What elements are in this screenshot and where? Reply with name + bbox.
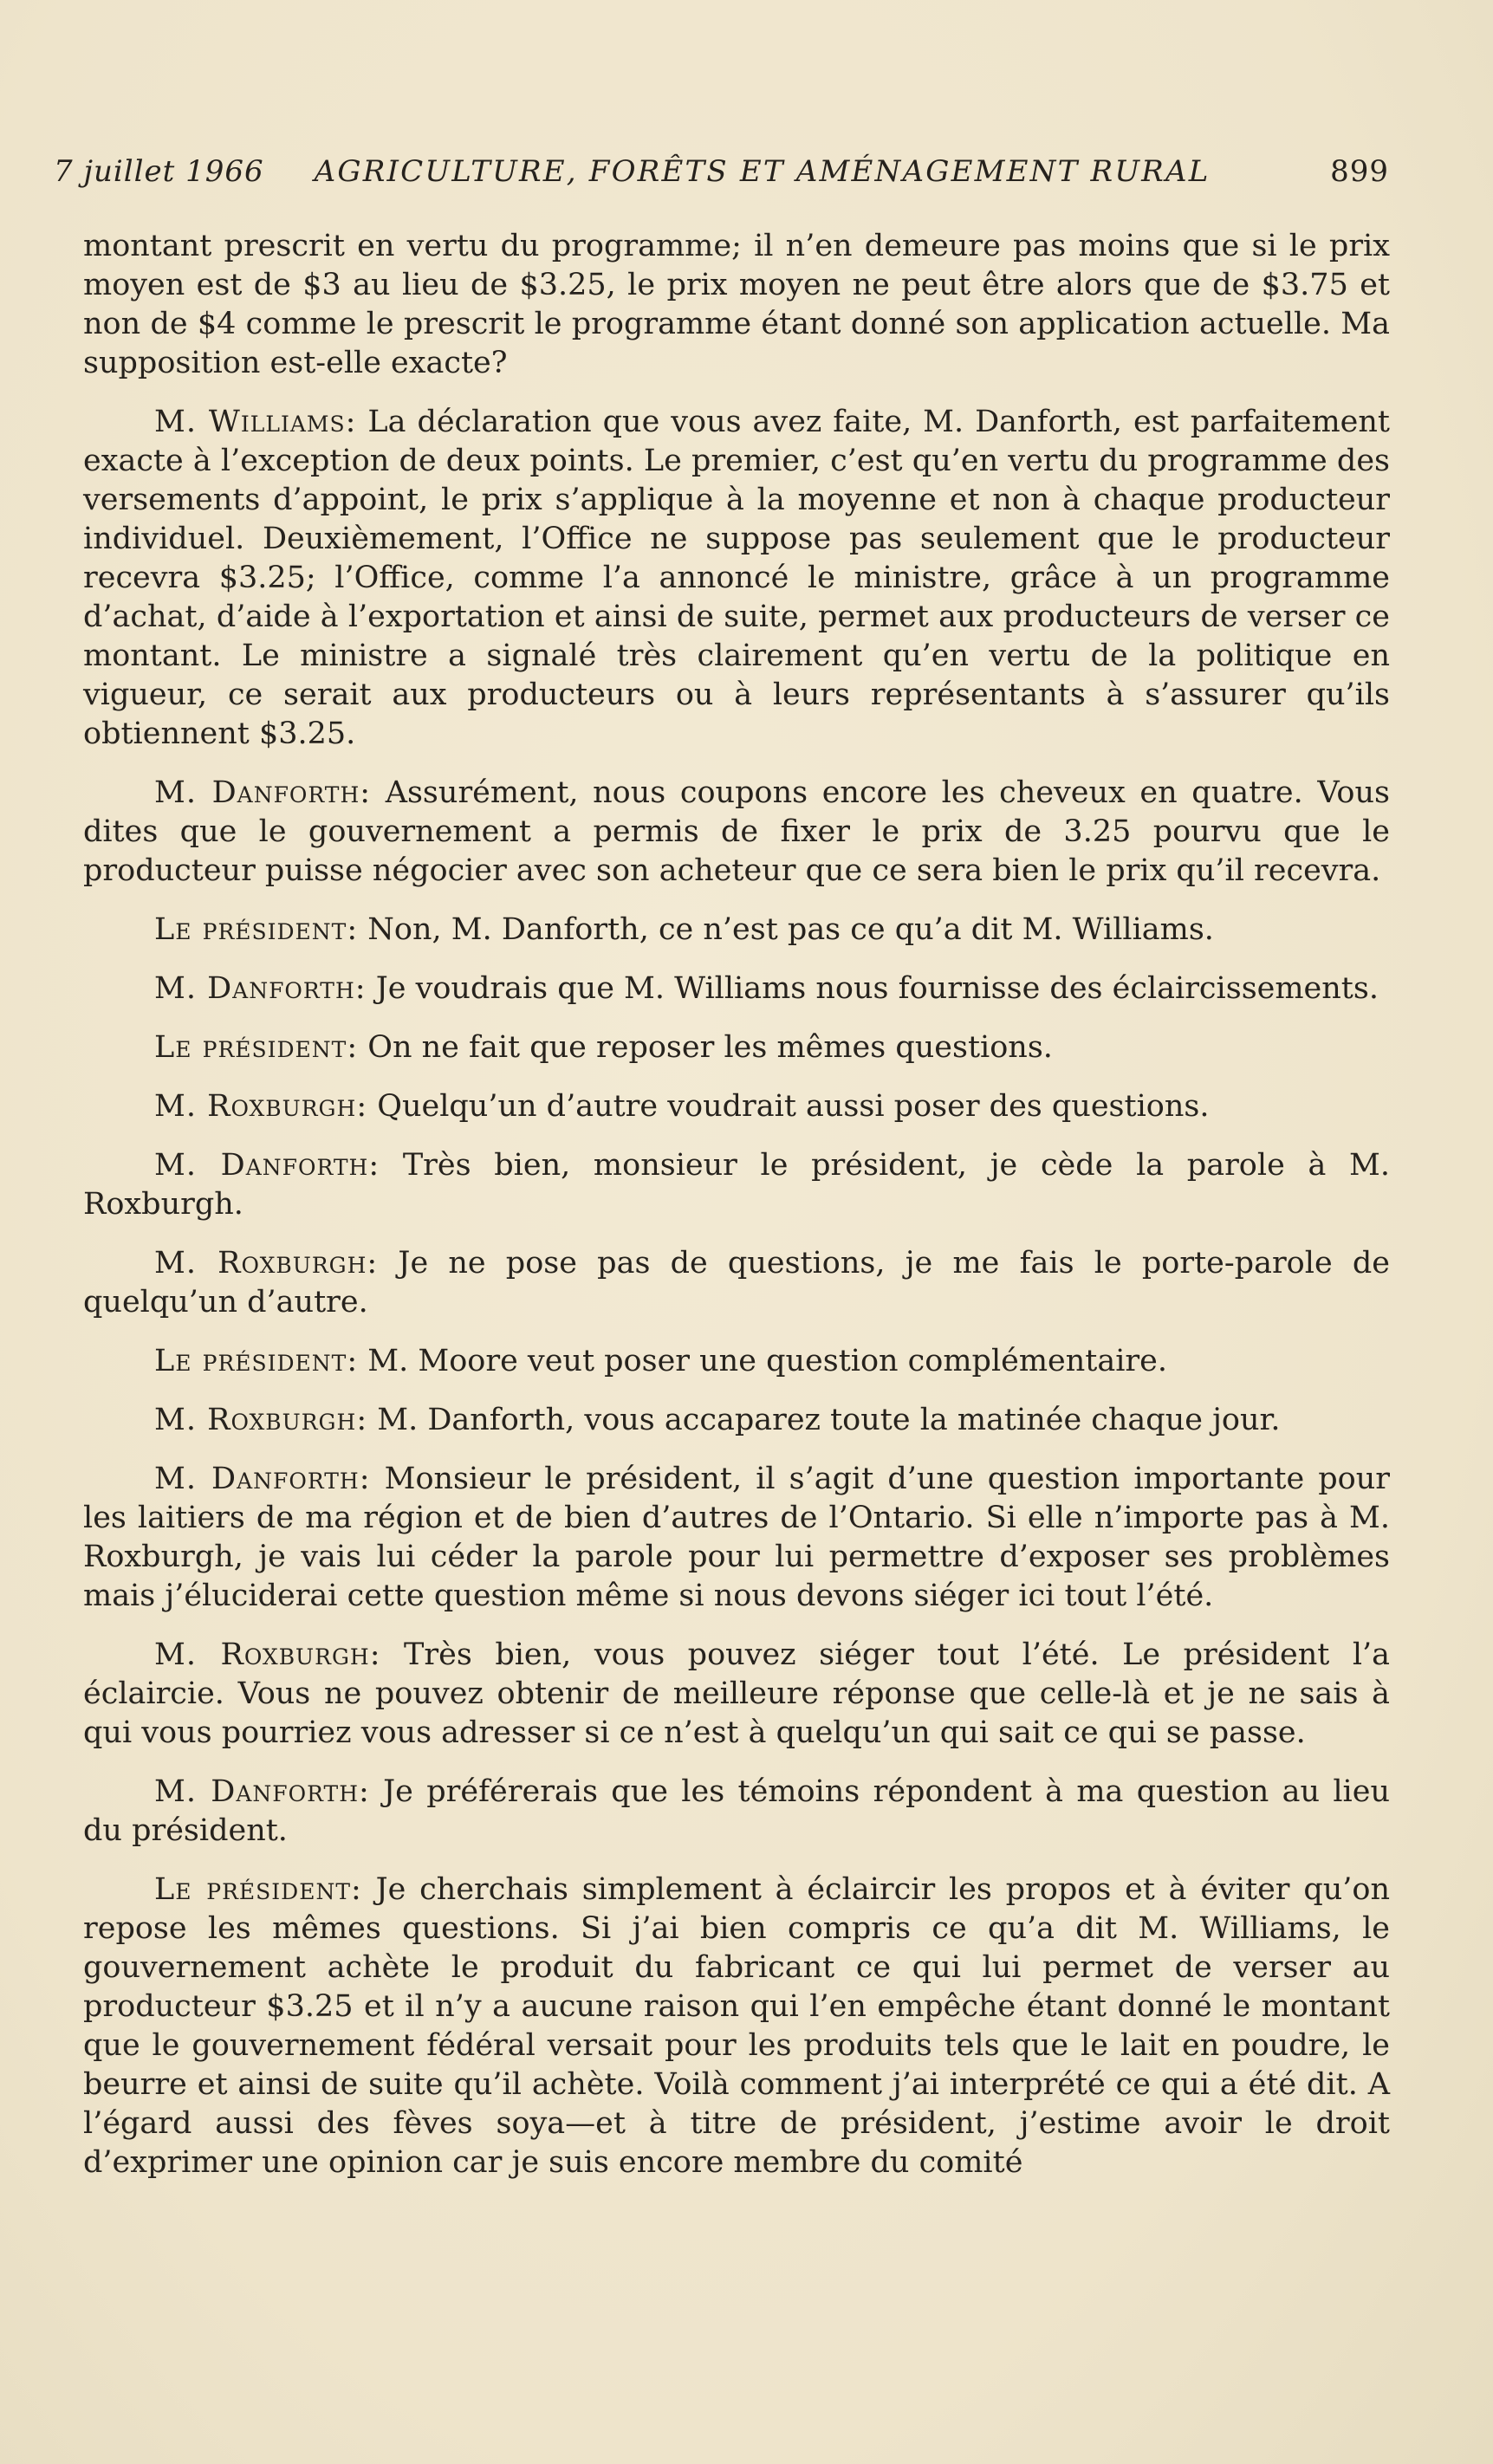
paragraph-text: Quelqu’un d’autre voudrait aussi poser des questions. (367, 1089, 1210, 1124)
speaker-name: M. Williams: (154, 405, 357, 439)
paragraph (83, 403, 1390, 754)
paragraph-text: montant prescrit en vertu du programme; il n’en demeure pas moins que si le prix moyen est de $3 au lieu de $3.25, le prix moyen ne peut être alors que de $3.75 et non de $4 comme le prescrit le programme étant donné son application actuelle. Ma supposition est-elle exacte? (83, 229, 1390, 380)
paragraph-text: La déclaration que vous avez faite, M. Danforth, est parfaitement exacte à l’exception de deux points. Le premier, c’est qu’en vertu du programme des versements d’appoint, le prix s’applique à la moyenne et non à chaque producteur individuel. Deuxièmement, l’Office ne suppose pas seulement que le producteur recevra $3.25; l’Office, comme l’a annoncé le ministre, grâce à un programme d’achat, d’aide à l’exportation et ainsi de suite, permet aux producteurs de verser ce montant. Le ministre a signalé très clairement qu’en vertu de la politique en vigueur, ce serait aux producteurs ou à leurs représentants à s’assurer qu’ils obtiennent $3.25. (83, 405, 1390, 751)
paragraph-text: Très bien, monsieur le président, je cède la parole à M. Roxburgh. (83, 1148, 1390, 1222)
paragraph (83, 1871, 1390, 2182)
speaker-name: Le président: (154, 912, 359, 947)
paragraph (83, 1773, 1390, 1851)
paragraph (83, 1028, 1390, 1067)
speaker-name: M. Roxburgh: (154, 1089, 368, 1124)
paragraph (83, 1636, 1390, 1753)
paragraph (83, 227, 1390, 383)
speaker-name: M. Roxburgh: (154, 1246, 379, 1281)
header-title: AGRICULTURE, FORÊTS ET AMÉNAGEMENT RURAL (314, 154, 1211, 189)
paragraph-text: Je ne pose pas de questions, je me fais le porte-parole de quelqu’un d’autre. (83, 1246, 1390, 1320)
paragraph (83, 1401, 1390, 1440)
header-date: 7 juillet 1966 (54, 154, 264, 189)
paragraph-text: Je voudrais que M. Williams nous fournisse des éclaircissements. (366, 971, 1379, 1006)
paragraph-text: Je cherchais simplement à éclaircir les propos et à éviter qu’on repose les mêmes questions. Si j’ai bien compris ce qu’a dit M. Williams, le gouvernement achète le produit du fabricant ce qui lui permet de verser au producteur $3.25 et il n’y a aucune raison qui l’en empêche étant donné le montant que le gouvernement fédéral versait pour les produits tels que le lait en poudre, le beurre et ainsi de suite qu’il achète. Voilà comment j’ai interprété ce qui a été dit. A l’égard aussi des fèves soya—et à titre de président, j’estime avoir le droit d’exprimer une opinion car je suis encore membre du comité (83, 1872, 1390, 2180)
paragraph (83, 969, 1390, 1008)
paragraph-text: Je préférerais que les témoins répondent à ma question au lieu du président. (83, 1774, 1390, 1848)
paragraph (83, 1460, 1390, 1616)
speaker-name: M. Danforth: (154, 1462, 371, 1496)
paragraph-text: M. Danforth, vous accaparez toute la matinée chaque jour. (367, 1403, 1281, 1437)
paragraph (83, 1087, 1390, 1126)
paragraph (83, 1244, 1390, 1322)
speaker-name: M. Roxburgh: (154, 1403, 368, 1437)
paragraph (83, 1146, 1390, 1224)
page-number: 899 (1330, 154, 1389, 189)
speaker-name: Le président: (154, 1872, 362, 1907)
transcript-body (83, 227, 1390, 2202)
paragraph-text: Monsieur le président, il s’agit d’une question importante pour les laitiers de ma région et de bien d’autres de l’Ontario. Si elle n’importe pas à M. Roxburgh, je vais lui céder la parole pour lui permettre d’exposer ses problèmes mais j’éluciderai cette question même si nous devons siéger ici tout l’été. (83, 1462, 1390, 1613)
paragraph-text: M. Moore veut poser une question complémentaire. (358, 1344, 1167, 1378)
speaker-name: M. Roxburgh: (154, 1637, 381, 1672)
paragraph (83, 911, 1390, 950)
speaker-name: M. Danforth: (154, 1148, 380, 1183)
paragraph (83, 1342, 1390, 1381)
speaker-name: Le président: (154, 1030, 359, 1065)
paragraph (83, 774, 1390, 891)
paragraph-text: Très bien, vous pouvez siéger tout l’été. Le président l’a éclaircie. Vous ne pouvez obtenir de meilleure réponse que celle-là et je ne sais à qui vous pourriez vous adresser si ce n’est à quelqu’un qui sait ce qui se passe. (83, 1637, 1391, 1750)
speaker-name: M. Danforth: (154, 775, 372, 810)
paragraph-text: On ne fait que reposer les mêmes questions. (358, 1030, 1053, 1065)
speaker-name: Le président: (154, 1344, 359, 1378)
paragraph-text: Non, M. Danforth, ce n’est pas ce qu’a dit M. Williams. (358, 912, 1214, 947)
speaker-name: M. Danforth: (154, 971, 367, 1006)
speaker-name: M. Danforth: (154, 1774, 370, 1809)
running-header (54, 154, 1389, 189)
paragraph-text: Assurément, nous coupons encore les cheveux en quatre. Vous dites que le gouvernement a permis de fixer le prix de 3.25 pourvu que le producteur puisse négocier avec son acheteur que ce sera bien le prix qu’il recevra. (83, 775, 1390, 888)
